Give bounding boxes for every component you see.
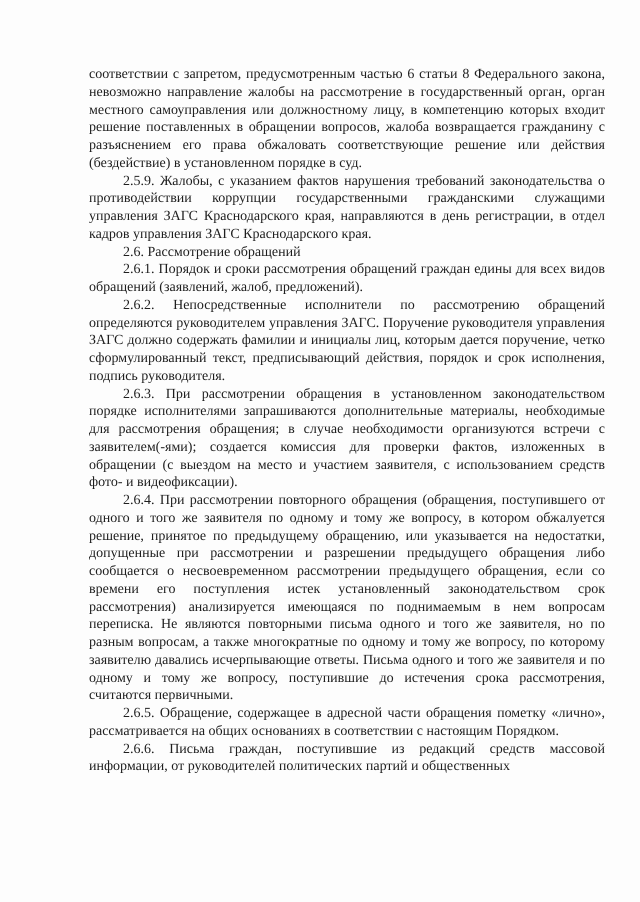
paragraph-2-5-9: 2.5.9. Жалобы, с указанием фактов нарушения требований законодательства о противодействии коррупции государственными гражданскими служащими управления ЗАГС Краснодарского края, направляются в день регистрации, в отдел кадров управления ЗАГС Краснодарского края.: [89, 173, 605, 242]
paragraph-2-6-4: 2.6.4. При рассмотрении повторного обращения (обращения, поступившего от одного и того же заявителя по одному и тому же вопросу, в котором обжалуется решение, принятое по предыдущему обращению, или указывается на недостатки, допущенные при рассмотрении и разрешении предыдущего обращения либо сообщается о несвоевременном рассмотрении предыдущего обращения, если со времени его поступления истек установленный законодательством срок рассмотрения) анализируется имеющаяся по поднимаемым в нем вопросам переписка. Не являются повторными письма одного и того же заявителя, но по разным вопросам, а также многократные по одному и тому же вопросу, по которому заявителю давались исчерпывающие ответы. Письма одного и того же заявителя и по одному и тому же вопросу, поступившие до истечения срока рассмотрения, считаются первичными.: [89, 493, 605, 704]
section-heading-2-6: 2.6. Рассмотрение обращений: [123, 244, 301, 260]
document-body: [89, 66, 605, 776]
paragraph-2-6-5: 2.6.5. Обращение, содержащее в адресной части обращения пометку «лично», рассматривается на общих основаниях в соответствии с настоящим Порядком.: [89, 706, 605, 739]
paragraph-continuation: соответствии с запретом, предусмотренным частью 6 статьи 8 Федерального закона, невозможно направление жалобы на рассмотрение в государственный орган, орган местного самоуправления или должностному лицу, в компетенцию которых входит решение поставленных в обращении вопросов, жалоба возвращается гражданину с разъяснением его права обжаловать соответствующие решение или действия (бездействие) в установленном порядке в суд.: [89, 67, 605, 171]
paragraph-2-6-3: 2.6.3. При рассмотрении обращения в установленном законодательством порядке исполнителями запрашиваются дополнительные материалы, необходимые для рассмотрения обращения; в случае необходимости организуются встречи с заявителем(-ями); создается комиссия для проверки фактов, изложенных в обращении (с выездом на место и участием заявителя, с использованием средств фото- и видеофиксации).: [89, 386, 605, 491]
paragraph-2-6-2: 2.6.2. Непосредственные исполнители по рассмотрению обращений определяются руководителем управления ЗАГС. Поручение руководителя управления ЗАГС должно содержать фамилии и инициалы лиц, которым дается поручение, четко сформулированный текст, предписывающий действия, порядок и срок исполнения, подпись руководителя.: [89, 297, 605, 384]
paragraph-2-6-6: 2.6.6. Письма граждан, поступившие из редакций средств массовой информации, от руководителей политических партий и общественных: [89, 741, 605, 775]
paragraph-2-6-1: 2.6.1. Порядок и сроки рассмотрения обращений граждан едины для всех видов обращений (заявлений, жалоб, предложений).: [89, 262, 605, 295]
